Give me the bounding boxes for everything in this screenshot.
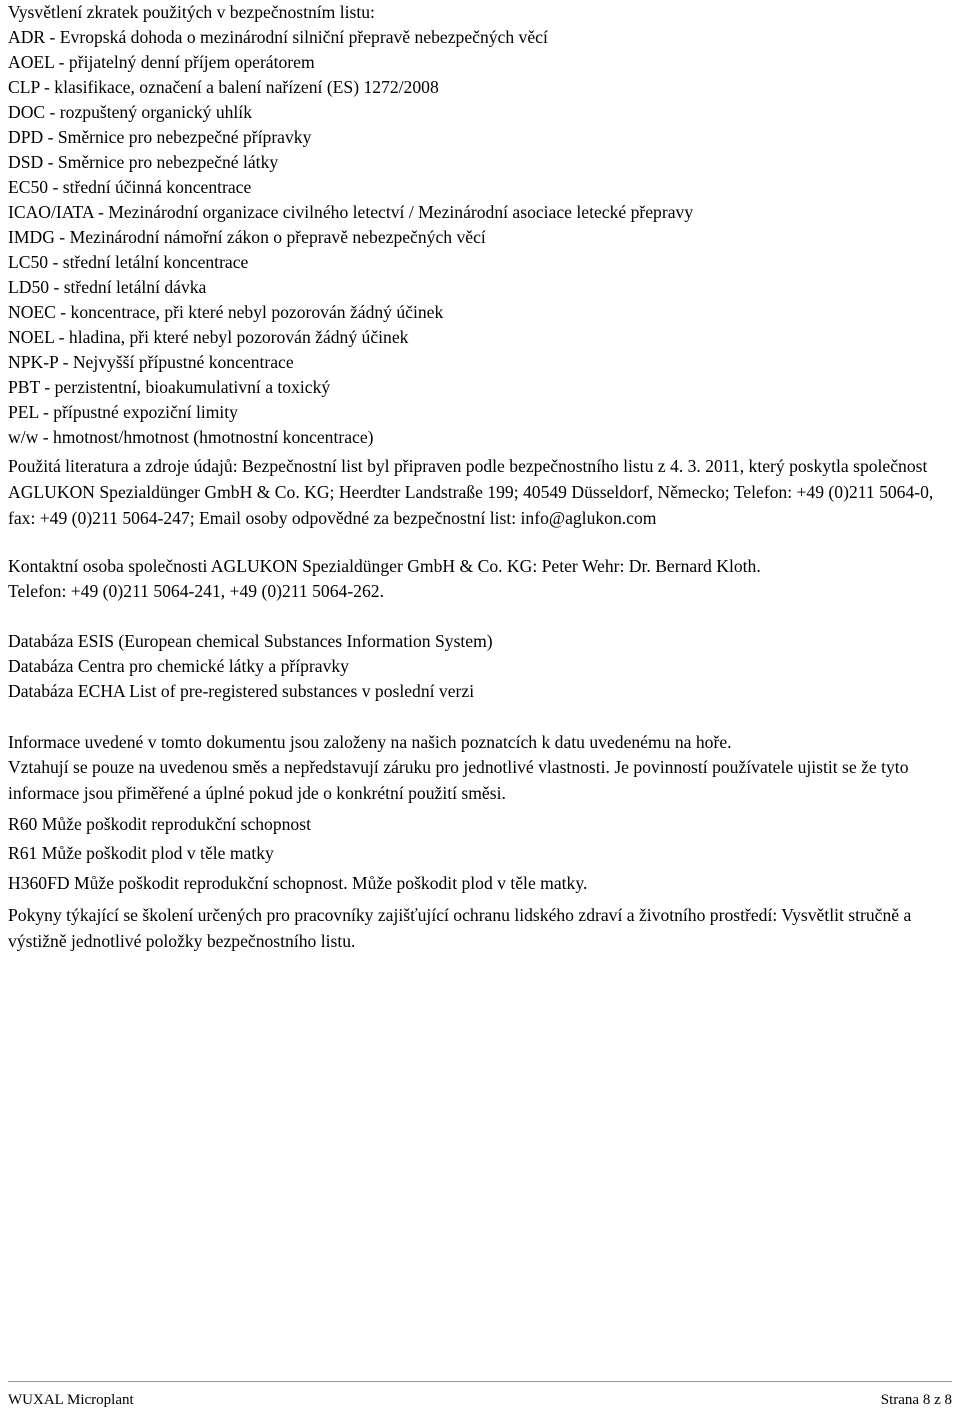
abbreviation-item-noel: NOEL - hladina, při které nebyl pozorován žádný účinek <box>8 327 409 347</box>
abbreviation-item-ww: w/w - hmotnost/hmotnost (hmotnostní koncentrace) <box>8 427 374 447</box>
literature-paragraph: Použitá literatura a zdroje údajů: Bezpečnostní list byl připraven podle bezpečnostního listu z 4. 3. 2011, který poskytla společnost AGLUKON Spezialdünger GmbH & Co. KG; Heerdter Landstraße 199; 40549 Düsseldorf, Německo; Telefon: +49 (0)211 5064-0, fax: +49 (0)211 5064-247; Email osoby odpovědné za bezpečnostní list: info@aglukon.com <box>8 456 934 528</box>
abbreviation-item-adr: ADR - Evropská dohoda o mezinárodní silniční přepravě nebezpečných věcí <box>8 27 548 47</box>
abbreviation-item-icao-iata: ICAO/IATA - Mezinárodní organizace civilného letectví / Mezinárodní asociace letecké přepravy <box>8 202 694 222</box>
abbreviation-item-dpd: DPD - Směrnice pro nebezpečné přípravky <box>8 127 312 147</box>
training-instructions: Pokyny týkající se školení určených pro pracovníky zajišťující ochranu lidského zdraví a životního prostředí: Vysvětlit stručně a výstižně jednotlivé položky bezpečnostního listu. <box>8 905 912 951</box>
footer-product-name: WUXAL Microplant <box>8 1392 134 1408</box>
info-basis: Informace uvedené v tomto dokumentu jsou založeny na našich poznatcích k datu uvedenému na hoře. <box>8 732 732 752</box>
contact-phone: Telefon: +49 (0)211 5064-241, +49 (0)211 5064-262. <box>8 581 384 601</box>
database-centre: Databáza Centra pro chemické látky a přípravky <box>8 656 349 676</box>
footer-page-number: Strana 8 z 8 <box>880 1392 952 1408</box>
database-esis: Databáza ESIS (European chemical Substances Information System) <box>8 631 493 651</box>
abbreviation-item-lc50: LC50 - střední letální koncentrace <box>8 252 249 272</box>
abbreviation-item-aoel: AOEL - přijatelný denní příjem operátorem <box>8 52 315 72</box>
abbreviation-item-npk-p: NPK-P - Nejvyšší přípustné koncentrace <box>8 352 294 372</box>
abbreviation-item-doc: DOC - rozpuštený organický uhlík <box>8 102 252 122</box>
abbreviation-item-ec50: EC50 - střední účinná koncentrace <box>8 177 252 197</box>
abbreviation-item-noec: NOEC - koncentrace, při které nebyl pozorován žádný účinek <box>8 302 444 322</box>
footer-divider <box>8 1381 952 1382</box>
contact-person: Kontaktní osoba společnosti AGLUKON Spezialdünger GmbH & Co. KG: Peter Wehr: Dr. Bernard Kloth. <box>8 556 761 576</box>
abbreviations-heading: Vysvětlení zkratek použitých v bezpečnostním listu: <box>8 2 375 22</box>
abbreviation-item-dsd: DSD - Směrnice pro nebezpečné látky <box>8 152 279 172</box>
abbreviation-item-clp: CLP - klasifikace, označení a balení nařízení (ES) 1272/2008 <box>8 77 439 97</box>
phrase-r61: R61 Může poškodit plod v těle matky <box>8 843 274 863</box>
phrase-r60: R60 Může poškodit reprodukční schopnost <box>8 814 311 834</box>
abbreviation-item-imdg: IMDG - Mezinárodní námořní zákon o přepravě nebezpečných věcí <box>8 227 486 247</box>
abbreviation-item-pbt: PBT - perzistentní, bioakumulativní a toxický <box>8 377 331 397</box>
phrase-h360fd: H360FD Může poškodit reprodukční schopnost. Může poškodit plod v těle matky. <box>8 873 588 893</box>
abbreviation-item-pel: PEL - přípustné expoziční limity <box>8 402 238 422</box>
info-disclaimer: Vztahují se pouze na uvedenou směs a nepředstavují záruku pro jednotlivé vlastnosti. Je povinností používatele ujistit se že tyto informace jsou přiměřené a úplné pokud jde o konkrétní použití směsi. <box>8 757 909 803</box>
database-echa: Databáza ECHA List of pre-registered substances v poslední verzi <box>8 681 475 701</box>
abbreviation-item-ld50: LD50 - střední letální dávka <box>8 277 207 297</box>
